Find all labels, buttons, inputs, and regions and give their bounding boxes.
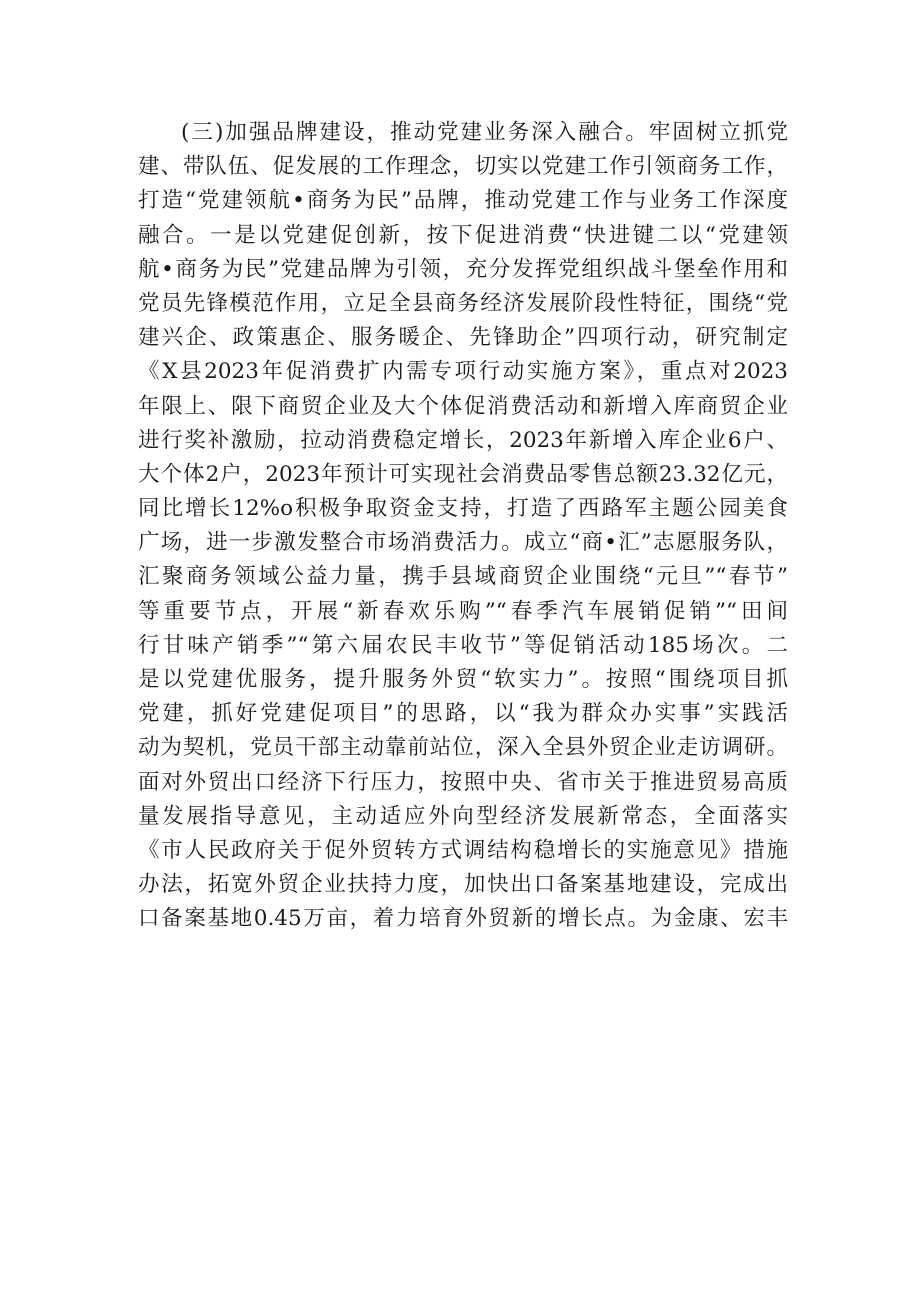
text-line: 面对外贸出口经济下行压力，按照中央、省市关于推进贸易高质 [138, 769, 788, 795]
text-line: 航•商务为民”党建品牌为引领，充分发挥党组织战斗堡垒作用和 [138, 256, 788, 282]
text-line: (三)加强品牌建设，推动党建业务深入融合。牢固树立抓党 [181, 120, 788, 145]
text-line: 同比增长12%o积极争取资金支持，打造了西路军主题公园美食 [138, 496, 788, 522]
body-paragraph [138, 116, 788, 937]
text-line: 进行奖补激励，拉动消费稳定增长，2023年新增入库企业6户、 [138, 427, 788, 453]
text-line: 《X县2023年促消费扩内需专项行动实施方案》，重点对2023 [138, 359, 788, 385]
text-line: 党员先锋模范作用，立足全县商务经济发展阶段性特征，围绕“党 [138, 290, 788, 316]
text-line: 融合。一是以党建促创新，按下促进消费“快进键二以“党建领 [138, 222, 788, 248]
text-line: 《市人民政府关于促外贸转方式调结构稳增长的实施意见》措施 [138, 837, 788, 863]
text-line: 行甘味产销季”“第六届农民丰收节”等促销活动185场次。二 [138, 632, 788, 658]
text-line: 打造“党建领航•商务为民”品牌，推动党建工作与业务工作深度 [138, 188, 788, 214]
text-line: 口备案基地0.45万亩，着力培育外贸新的增长点。为金康、宏丰 [138, 906, 788, 932]
text-line: 动为契机，党员干部主动靠前站位，深入全县外贸企业走访调研。 [138, 735, 788, 761]
text-line: 建、带队伍、促发展的工作理念，切实以党建工作引领商务工作， [138, 154, 788, 180]
text-line: 年限上、限下商贸企业及大个体促消费活动和新增入库商贸企业 [138, 393, 788, 419]
text-line: 量发展指导意见，主动适应外向型经济发展新常态，全面落实 [138, 803, 788, 829]
text-line: 等重要节点，开展“新春欢乐购”“春季汽车展销促销”“田间 [138, 598, 788, 624]
text-line: 建兴企、政策惠企、服务暖企、先锋助企”四项行动，研究制定 [138, 325, 788, 351]
text-line: 广场，进一步激发整合市场消费活力。成立“商•汇”志愿服务队， [138, 530, 788, 556]
text-line: 办法，拓宽外贸企业扶持力度，加快出口备案基地建设，完成出 [138, 872, 788, 898]
text-line: 是以党建优服务，提升服务外贸“软实力”。按照“围绕项目抓 [138, 667, 788, 692]
text-line: 大个体2户，2023年预计可实现社会消费品零售总额23.32亿元， [138, 461, 788, 487]
text-line: 汇聚商务领域公益力量，携手县域商贸企业围绕“元旦”“春节” [138, 564, 788, 590]
text-line: 党建，抓好党建促项目”的思路，以“我为群众办实事”实践活 [138, 701, 788, 727]
